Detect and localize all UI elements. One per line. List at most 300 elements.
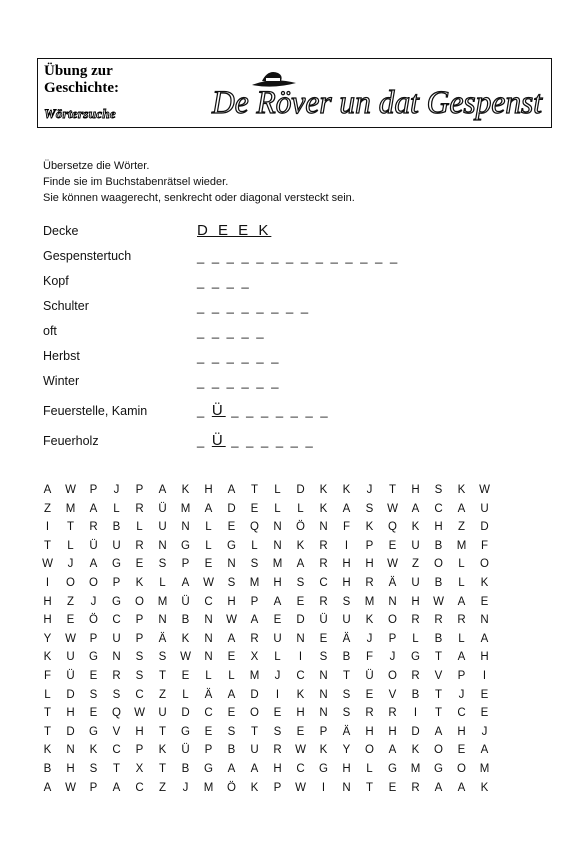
grid-letter[interactable]: I: [45, 521, 50, 534]
grid-letter[interactable]: H: [135, 725, 144, 738]
grid-letter[interactable]: H: [296, 707, 305, 720]
grid-letter[interactable]: L: [458, 558, 465, 571]
grid-letter[interactable]: S: [135, 651, 144, 664]
grid-letter[interactable]: L: [366, 762, 373, 775]
grid-letter[interactable]: A: [227, 688, 236, 701]
grid-letter[interactable]: H: [342, 558, 351, 571]
grid-letter[interactable]: C: [296, 669, 305, 682]
grid-letter[interactable]: Y: [342, 744, 351, 757]
grid-letter[interactable]: K: [319, 744, 328, 757]
grid-letter[interactable]: Z: [158, 781, 167, 794]
grid-letter[interactable]: M: [180, 502, 191, 515]
grid-letter[interactable]: R: [365, 707, 374, 720]
grid-letter[interactable]: E: [296, 595, 305, 608]
grid-letter[interactable]: T: [342, 669, 351, 682]
grid-letter[interactable]: B: [342, 651, 351, 664]
grid-letter[interactable]: W: [203, 576, 214, 589]
grid-letter[interactable]: D: [66, 725, 75, 738]
grid-letter[interactable]: L: [251, 539, 258, 552]
grid-letter[interactable]: S: [89, 762, 98, 775]
grid-letter[interactable]: L: [159, 576, 166, 589]
grid-letter[interactable]: T: [158, 762, 167, 775]
grid-letter[interactable]: F: [365, 651, 374, 664]
grid-letter[interactable]: B: [112, 521, 121, 534]
grid-letter[interactable]: F: [342, 521, 351, 534]
grid-letter[interactable]: V: [112, 725, 121, 738]
grid-letter[interactable]: G: [434, 762, 443, 775]
grid-letter[interactable]: R: [388, 707, 397, 720]
grid-letter[interactable]: A: [250, 614, 259, 627]
grid-letter[interactable]: U: [480, 502, 489, 515]
grid-letter[interactable]: O: [480, 558, 489, 571]
answer-field[interactable]: _ _ _ _ _: [197, 324, 266, 339]
grid-letter[interactable]: Ü: [319, 614, 328, 627]
grid-letter[interactable]: T: [158, 669, 167, 682]
grid-letter[interactable]: P: [135, 632, 144, 645]
grid-letter[interactable]: B: [434, 539, 443, 552]
grid-letter[interactable]: O: [457, 762, 466, 775]
grid-letter[interactable]: L: [182, 688, 189, 701]
grid-letter[interactable]: Ü: [181, 595, 190, 608]
grid-letter[interactable]: O: [388, 669, 397, 682]
grid-letter[interactable]: K: [365, 521, 374, 534]
grid-letter[interactable]: E: [89, 669, 98, 682]
grid-letter[interactable]: E: [204, 725, 213, 738]
grid-letter[interactable]: U: [158, 707, 167, 720]
grid-letter[interactable]: K: [480, 576, 489, 589]
grid-letter[interactable]: Ö: [89, 614, 98, 627]
grid-letter[interactable]: G: [227, 539, 236, 552]
grid-letter[interactable]: Ü: [158, 502, 167, 515]
grid-letter[interactable]: C: [112, 744, 121, 757]
grid-letter[interactable]: E: [273, 614, 282, 627]
grid-letter[interactable]: A: [457, 781, 466, 794]
grid-letter[interactable]: I: [321, 781, 326, 794]
grid-letter[interactable]: G: [319, 762, 328, 775]
grid-letter[interactable]: Ä: [158, 632, 167, 645]
grid-letter[interactable]: N: [158, 539, 167, 552]
grid-letter[interactable]: E: [227, 707, 236, 720]
grid-letter[interactable]: M: [364, 595, 375, 608]
grid-letter[interactable]: S: [250, 558, 259, 571]
grid-letter[interactable]: I: [482, 669, 487, 682]
grid-letter[interactable]: A: [457, 595, 466, 608]
grid-letter[interactable]: K: [181, 632, 190, 645]
grid-letter[interactable]: M: [203, 781, 214, 794]
grid-letter[interactable]: Ü: [66, 669, 75, 682]
grid-letter[interactable]: E: [204, 558, 213, 571]
grid-letter[interactable]: Ö: [227, 781, 236, 794]
answer-field[interactable]: _ _ _ _ _ _: [197, 349, 281, 364]
grid-letter[interactable]: N: [112, 651, 121, 664]
grid-letter[interactable]: A: [227, 762, 236, 775]
grid-letter[interactable]: N: [319, 521, 328, 534]
grid-letter[interactable]: Z: [158, 688, 167, 701]
grid-letter[interactable]: N: [319, 669, 328, 682]
grid-letter[interactable]: J: [113, 484, 120, 496]
grid-letter[interactable]: O: [250, 707, 259, 720]
grid-letter[interactable]: M: [65, 502, 76, 515]
grid-letter[interactable]: P: [89, 484, 98, 496]
grid-letter[interactable]: J: [481, 725, 488, 738]
grid-letter[interactable]: Ü: [365, 669, 374, 682]
grid-letter[interactable]: N: [342, 781, 351, 794]
grid-letter[interactable]: B: [43, 762, 52, 775]
grid-letter[interactable]: R: [135, 502, 144, 515]
grid-letter[interactable]: E: [250, 502, 259, 515]
grid-letter[interactable]: P: [365, 539, 374, 552]
grid-letter[interactable]: D: [66, 688, 75, 701]
grid-letter[interactable]: K: [250, 781, 259, 794]
grid-letter[interactable]: H: [388, 725, 397, 738]
answer-field[interactable]: _ _ _ _ _ _ _ _: [197, 299, 311, 314]
grid-letter[interactable]: A: [296, 558, 305, 571]
grid-letter[interactable]: N: [273, 521, 282, 534]
grid-letter[interactable]: G: [204, 762, 213, 775]
grid-letter[interactable]: O: [365, 744, 374, 757]
grid-letter[interactable]: N: [319, 707, 328, 720]
grid-letter[interactable]: O: [66, 576, 75, 589]
grid-letter[interactable]: Y: [43, 632, 52, 645]
grid-letter[interactable]: G: [181, 725, 190, 738]
grid-letter[interactable]: A: [227, 484, 236, 496]
grid-letter[interactable]: M: [479, 762, 490, 775]
grid-letter[interactable]: W: [65, 781, 76, 794]
grid-letter[interactable]: A: [181, 576, 190, 589]
grid-letter[interactable]: W: [134, 707, 145, 720]
grid-letter[interactable]: W: [295, 744, 306, 757]
grid-letter[interactable]: A: [43, 781, 52, 794]
grid-letter[interactable]: O: [135, 595, 144, 608]
grid-letter[interactable]: T: [112, 762, 121, 775]
grid-letter[interactable]: S: [296, 576, 305, 589]
grid-letter[interactable]: N: [388, 595, 397, 608]
grid-letter[interactable]: S: [158, 558, 167, 571]
grid-letter[interactable]: A: [112, 781, 121, 794]
grid-letter[interactable]: T: [365, 781, 374, 794]
grid-letter[interactable]: L: [458, 632, 465, 645]
grid-letter[interactable]: K: [411, 744, 420, 757]
grid-letter[interactable]: A: [388, 744, 397, 757]
grid-letter[interactable]: Ä: [342, 632, 351, 645]
grid-letter[interactable]: L: [297, 502, 304, 515]
grid-letter[interactable]: T: [66, 521, 75, 534]
grid-letter[interactable]: X: [135, 762, 144, 775]
grid-letter[interactable]: W: [65, 484, 76, 496]
grid-letter[interactable]: S: [434, 484, 443, 496]
grid-letter[interactable]: S: [319, 651, 328, 664]
grid-letter[interactable]: Ö: [296, 521, 305, 534]
grid-letter[interactable]: G: [89, 651, 98, 664]
grid-letter[interactable]: C: [457, 707, 466, 720]
grid-letter[interactable]: J: [366, 484, 373, 496]
grid-letter[interactable]: H: [365, 725, 374, 738]
grid-letter[interactable]: K: [457, 484, 466, 496]
grid-letter[interactable]: S: [227, 725, 236, 738]
grid-letter[interactable]: H: [342, 576, 351, 589]
grid-letter[interactable]: Z: [43, 502, 52, 515]
grid-letter[interactable]: A: [204, 502, 213, 515]
grid-letter[interactable]: A: [457, 502, 466, 515]
grid-letter[interactable]: E: [480, 595, 489, 608]
grid-letter[interactable]: R: [319, 539, 328, 552]
grid-letter[interactable]: J: [182, 781, 189, 794]
grid-letter[interactable]: R: [411, 614, 420, 627]
grid-letter[interactable]: S: [342, 595, 351, 608]
grid-letter[interactable]: U: [158, 521, 167, 534]
grid-letter[interactable]: N: [204, 651, 213, 664]
grid-letter[interactable]: T: [434, 651, 443, 664]
grid-letter[interactable]: M: [249, 669, 260, 682]
grid-letter[interactable]: L: [136, 521, 143, 534]
grid-letter[interactable]: W: [226, 614, 237, 627]
grid-letter[interactable]: F: [43, 669, 52, 682]
grid-letter[interactable]: K: [411, 521, 420, 534]
grid-letter[interactable]: H: [66, 707, 75, 720]
grid-letter[interactable]: N: [181, 521, 190, 534]
grid-letter[interactable]: G: [181, 539, 190, 552]
grid-letter[interactable]: P: [135, 744, 144, 757]
grid-letter[interactable]: L: [274, 502, 281, 515]
grid-letter[interactable]: H: [480, 651, 489, 664]
grid-letter[interactable]: V: [434, 669, 443, 682]
grid-letter[interactable]: G: [388, 762, 397, 775]
grid-letter[interactable]: L: [205, 669, 212, 682]
grid-letter[interactable]: Z: [457, 521, 466, 534]
grid-letter[interactable]: D: [296, 484, 305, 496]
grid-letter[interactable]: R: [411, 781, 420, 794]
grid-letter[interactable]: U: [411, 576, 420, 589]
grid-letter[interactable]: U: [250, 744, 259, 757]
grid-letter[interactable]: T: [434, 688, 443, 701]
answer-field[interactable]: [197, 222, 271, 239]
grid-letter[interactable]: M: [456, 539, 467, 552]
grid-letter[interactable]: R: [250, 632, 259, 645]
grid-letter[interactable]: M: [272, 558, 283, 571]
grid-letter[interactable]: S: [158, 651, 167, 664]
grid-letter[interactable]: W: [42, 558, 53, 571]
grid-letter[interactable]: W: [387, 558, 398, 571]
grid-letter[interactable]: H: [411, 595, 420, 608]
grid-letter[interactable]: J: [389, 651, 396, 664]
grid-letter[interactable]: A: [227, 632, 236, 645]
grid-letter[interactable]: A: [411, 502, 420, 515]
grid-letter[interactable]: C: [296, 762, 305, 775]
grid-letter[interactable]: E: [319, 632, 328, 645]
grid-letter[interactable]: Ä: [388, 576, 397, 589]
answer-field[interactable]: _ _ _ _ _ _ _ _ _ _ _ _ _ _: [197, 249, 400, 264]
grid-letter[interactable]: U: [112, 632, 121, 645]
grid-letter[interactable]: R: [319, 595, 328, 608]
grid-letter[interactable]: A: [43, 484, 52, 496]
grid-letter[interactable]: P: [89, 632, 98, 645]
grid-letter[interactable]: S: [112, 688, 121, 701]
grid-letter[interactable]: S: [135, 669, 144, 682]
grid-letter[interactable]: L: [44, 688, 51, 701]
grid-letter[interactable]: L: [228, 669, 235, 682]
grid-letter[interactable]: Q: [250, 521, 259, 534]
grid-letter[interactable]: L: [113, 502, 120, 515]
grid-letter[interactable]: A: [158, 484, 167, 496]
grid-letter[interactable]: K: [43, 744, 52, 757]
grid-letter[interactable]: A: [480, 632, 489, 645]
grid-letter[interactable]: E: [181, 669, 190, 682]
grid-letter[interactable]: E: [388, 781, 397, 794]
grid-letter[interactable]: C: [204, 707, 213, 720]
grid-letter[interactable]: N: [204, 632, 213, 645]
grid-letter[interactable]: R: [411, 669, 420, 682]
grid-letter[interactable]: W: [295, 781, 306, 794]
grid-letter[interactable]: J: [366, 632, 373, 645]
grid-letter[interactable]: K: [135, 576, 144, 589]
grid-letter[interactable]: U: [273, 632, 282, 645]
grid-letter[interactable]: N: [204, 614, 213, 627]
grid-letter[interactable]: J: [274, 669, 281, 682]
grid-letter[interactable]: H: [457, 725, 466, 738]
grid-letter[interactable]: C: [434, 502, 443, 515]
grid-letter[interactable]: Z: [411, 558, 420, 571]
grid-letter[interactable]: P: [388, 632, 397, 645]
grid-letter[interactable]: D: [411, 725, 420, 738]
grid-letter[interactable]: L: [412, 632, 419, 645]
grid-letter[interactable]: Z: [66, 595, 75, 608]
grid-letter[interactable]: I: [275, 688, 280, 701]
grid-letter[interactable]: K: [296, 688, 305, 701]
grid-letter[interactable]: S: [273, 725, 282, 738]
grid-letter[interactable]: R: [273, 744, 282, 757]
grid-letter[interactable]: P: [273, 781, 282, 794]
grid-letter[interactable]: H: [365, 558, 374, 571]
grid-letter[interactable]: M: [410, 762, 421, 775]
grid-letter[interactable]: B: [181, 762, 190, 775]
grid-letter[interactable]: H: [434, 521, 443, 534]
grid-letter[interactable]: R: [457, 614, 466, 627]
grid-letter[interactable]: S: [342, 707, 351, 720]
grid-letter[interactable]: G: [89, 725, 98, 738]
grid-letter[interactable]: T: [43, 725, 52, 738]
grid-letter[interactable]: N: [319, 688, 328, 701]
grid-letter[interactable]: H: [411, 484, 420, 496]
grid-letter[interactable]: V: [388, 688, 397, 701]
grid-letter[interactable]: B: [227, 744, 236, 757]
grid-letter[interactable]: G: [112, 558, 121, 571]
grid-letter[interactable]: O: [434, 558, 443, 571]
grid-letter[interactable]: K: [480, 781, 489, 794]
grid-letter[interactable]: L: [458, 576, 465, 589]
grid-letter[interactable]: P: [319, 725, 328, 738]
grid-letter[interactable]: T: [158, 725, 167, 738]
grid-letter[interactable]: K: [158, 744, 167, 757]
grid-letter[interactable]: G: [112, 595, 121, 608]
grid-letter[interactable]: A: [342, 502, 351, 515]
grid-letter[interactable]: D: [480, 521, 489, 534]
grid-letter[interactable]: Q: [112, 707, 121, 720]
grid-letter[interactable]: L: [205, 521, 212, 534]
grid-letter[interactable]: H: [66, 762, 75, 775]
grid-letter[interactable]: R: [434, 614, 443, 627]
grid-letter[interactable]: A: [480, 744, 489, 757]
grid-letter[interactable]: D: [250, 688, 259, 701]
grid-letter[interactable]: B: [434, 632, 443, 645]
answer-field[interactable]: _ Ü _ _ _ _ _ _: [197, 432, 315, 449]
grid-letter[interactable]: I: [344, 539, 349, 552]
grid-letter[interactable]: K: [319, 484, 328, 496]
grid-letter[interactable]: E: [227, 651, 236, 664]
grid-letter[interactable]: H: [43, 595, 52, 608]
grid-letter[interactable]: L: [274, 484, 281, 496]
grid-letter[interactable]: J: [90, 595, 97, 608]
grid-letter[interactable]: R: [319, 558, 328, 571]
answer-field[interactable]: _ _ _ _ _ _: [197, 374, 281, 389]
grid-letter[interactable]: E: [457, 744, 466, 757]
grid-letter[interactable]: T: [250, 725, 259, 738]
grid-letter[interactable]: B: [411, 688, 420, 701]
grid-letter[interactable]: W: [387, 502, 398, 515]
grid-letter[interactable]: T: [43, 539, 52, 552]
grid-letter[interactable]: A: [434, 781, 443, 794]
grid-letter[interactable]: E: [273, 707, 282, 720]
grid-letter[interactable]: U: [66, 651, 75, 664]
grid-letter[interactable]: H: [43, 614, 52, 627]
grid-letter[interactable]: S: [227, 576, 236, 589]
grid-letter[interactable]: S: [342, 688, 351, 701]
grid-letter[interactable]: E: [135, 558, 144, 571]
grid-letter[interactable]: J: [67, 558, 74, 571]
grid-letter[interactable]: J: [458, 688, 465, 701]
grid-letter[interactable]: E: [388, 539, 397, 552]
grid-letter[interactable]: L: [274, 651, 281, 664]
grid-letter[interactable]: Q: [388, 521, 397, 534]
grid-letter[interactable]: N: [66, 744, 75, 757]
grid-letter[interactable]: D: [296, 614, 305, 627]
grid-letter[interactable]: H: [273, 576, 282, 589]
grid-letter[interactable]: C: [204, 595, 213, 608]
grid-letter[interactable]: H: [342, 762, 351, 775]
grid-letter[interactable]: F: [480, 539, 489, 552]
grid-letter[interactable]: A: [89, 502, 98, 515]
grid-letter[interactable]: P: [457, 669, 466, 682]
grid-letter[interactable]: P: [112, 576, 121, 589]
grid-letter[interactable]: P: [250, 595, 259, 608]
grid-letter[interactable]: N: [273, 539, 282, 552]
answer-field[interactable]: _ Ü _ _ _ _ _ _ _: [197, 402, 330, 419]
grid-letter[interactable]: K: [342, 484, 351, 496]
grid-letter[interactable]: P: [89, 781, 98, 794]
grid-letter[interactable]: G: [411, 651, 420, 664]
grid-letter[interactable]: N: [158, 614, 167, 627]
grid-letter[interactable]: K: [181, 484, 190, 496]
grid-letter[interactable]: C: [135, 781, 144, 794]
grid-letter[interactable]: O: [89, 576, 98, 589]
grid-letter[interactable]: O: [434, 744, 443, 757]
grid-letter[interactable]: N: [227, 558, 236, 571]
grid-letter[interactable]: W: [433, 595, 444, 608]
grid-letter[interactable]: T: [434, 707, 443, 720]
grid-letter[interactable]: K: [43, 651, 52, 664]
grid-letter[interactable]: Ä: [342, 725, 351, 738]
grid-letter[interactable]: P: [181, 558, 190, 571]
grid-letter[interactable]: B: [434, 576, 443, 589]
grid-letter[interactable]: P: [204, 744, 213, 757]
grid-letter[interactable]: N: [480, 614, 489, 627]
grid-letter[interactable]: Ü: [181, 744, 190, 757]
grid-letter[interactable]: U: [342, 614, 351, 627]
grid-letter[interactable]: K: [319, 502, 328, 515]
grid-letter[interactable]: R: [89, 521, 98, 534]
grid-letter[interactable]: S: [89, 688, 98, 701]
grid-letter[interactable]: H: [204, 484, 213, 496]
grid-letter[interactable]: E: [89, 707, 98, 720]
